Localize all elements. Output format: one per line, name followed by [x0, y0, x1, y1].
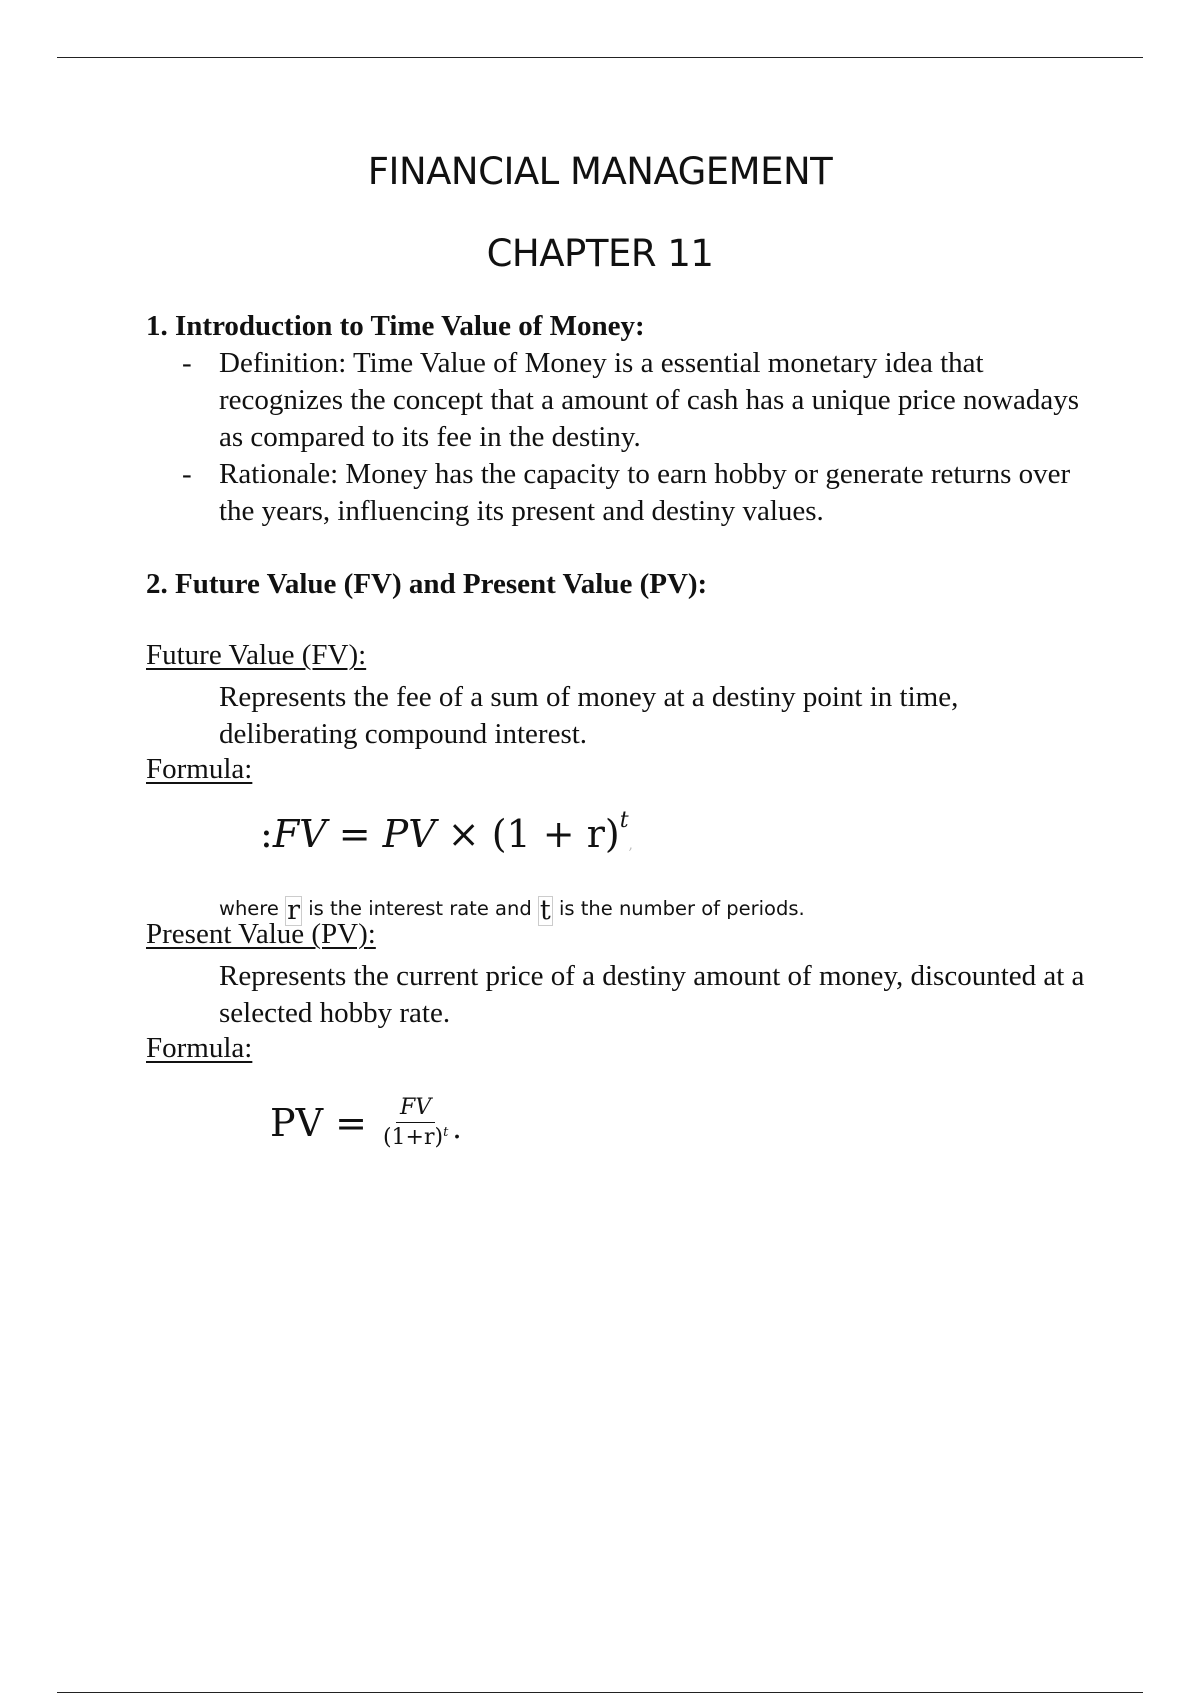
document-title: FINANCIAL MANAGEMENT — [367, 150, 833, 193]
pv-formula-label: Formula: — [146, 1032, 253, 1064]
section-heading-intro: 1. Introduction to Time Value of Money: — [146, 310, 645, 342]
top-rule — [57, 57, 1143, 58]
where-text-3: is the number of periods. — [558, 897, 805, 920]
section-heading-fv-pv: 2. Future Value (FV) and Present Value (PV): — [146, 568, 708, 600]
bullet-dash: - — [182, 458, 192, 490]
formula-fv: FV — [272, 812, 327, 856]
bullet-text: Definition: Time Value of Money is a essential monetary idea that recognizes the concept that a amount of cash has a unique price nowadays as compared to its fee in the destiny. — [219, 347, 1080, 453]
fv-subheading: Future Value (FV): — [146, 639, 367, 671]
variable-r: r — [287, 895, 301, 926]
bullet-definition — [182, 345, 1082, 456]
formula-pv: PV — [382, 812, 436, 856]
denominator-exponent: t — [443, 1125, 449, 1140]
fraction-denominator — [383, 1123, 448, 1150]
formula-times: × — [447, 812, 480, 856]
where-text-1: where — [219, 897, 279, 920]
formula-pv-lhs: PV = — [270, 1100, 367, 1145]
formula-exponent: t — [619, 808, 629, 833]
pv-formula — [270, 1095, 462, 1150]
fraction-numerator: FV — [396, 1095, 435, 1123]
bullet-text: Rationale: Money has the capacity to earn hobby or generate returns over the years, influencing its present and destiny values. — [219, 458, 1071, 527]
variable-t: t — [539, 895, 551, 926]
bullet-rationale — [182, 456, 1082, 530]
formula-fraction — [383, 1095, 448, 1150]
formula-prefix: : — [260, 812, 273, 856]
bullet-dash: - — [182, 347, 192, 379]
formula-trail: , — [628, 837, 633, 853]
fv-description: Represents the fee of a sum of money at a destiny point in time, deliberating compound interest. — [219, 681, 959, 750]
formula-paren: (1 + r) — [491, 812, 620, 856]
pv-description: Represents the current price of a destiny amount of money, discounted at a selected hobby rate. — [219, 960, 1085, 1029]
denominator-base: (1+r) — [382, 1125, 444, 1150]
fv-formula-label: Formula: — [146, 753, 253, 785]
formula-period: . — [452, 1111, 462, 1146]
fv-formula — [260, 808, 633, 856]
pv-subheading: Present Value (PV): — [146, 918, 376, 950]
chapter-title: CHAPTER 11 — [486, 232, 714, 275]
bottom-rule — [57, 1692, 1143, 1693]
where-text-2: is the interest rate and — [308, 897, 532, 920]
formula-equals: = — [338, 812, 371, 856]
